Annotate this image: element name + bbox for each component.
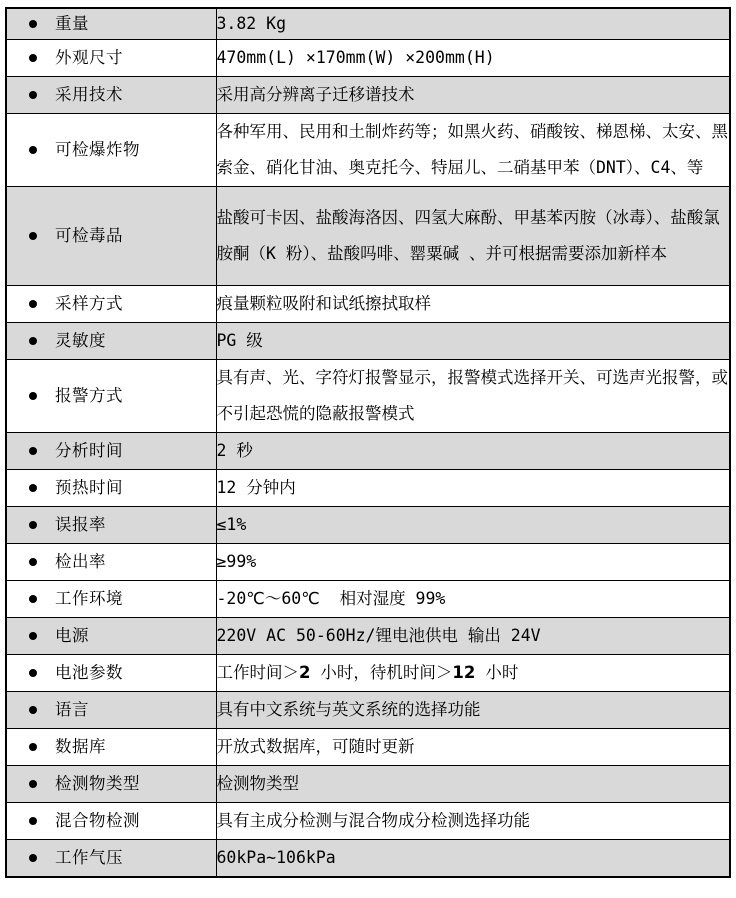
bullet-icon [29, 232, 37, 240]
table-row [6, 655, 730, 692]
bullet-icon [29, 392, 37, 400]
bullet-icon [29, 558, 37, 566]
bullet-icon [29, 595, 37, 603]
value-cell: -20℃～60℃ 相对湿度 99% [216, 581, 730, 618]
table-row [6, 470, 730, 507]
value-cell: 盐酸可卡因、盐酸海洛因、四氢大麻酚、甲基苯丙胺（冰毒）、盐酸氯胺酮（K 粉）、盐酸吗啡、罂粟碱 、并可根据需要添加新样本 [216, 187, 730, 286]
parameter-label: 检测物类型 [55, 774, 140, 793]
value-cell: 60kPa~106kPa [216, 840, 730, 878]
parameter-label: 数据库 [55, 737, 106, 756]
parameter-cell [6, 77, 216, 114]
value-cell: 开放式数据库，可随时更新 [216, 729, 730, 766]
table-row [6, 766, 730, 803]
bullet-icon [29, 632, 37, 640]
parameter-cell [6, 286, 216, 323]
parameter-label: 采用技术 [55, 85, 123, 104]
table-row [6, 433, 730, 470]
bullet-icon [29, 817, 37, 825]
value-cell: 各种军用、民用和土制炸药等；如黑火药、硝酸铵、梯恩梯、太安、黑索金、硝化甘油、奥克托今、特屈儿、二硝基甲苯（DNT）、C4、等 [216, 114, 730, 187]
value-cell: 痕量颗粒吸附和试纸擦拭取样 [216, 286, 730, 323]
value-cell: 检测物类型 [216, 766, 730, 803]
bullet-icon [29, 484, 37, 492]
table-row [6, 618, 730, 655]
parameter-label: 灵敏度 [55, 331, 106, 350]
parameter-cell [6, 766, 216, 803]
parameter-cell [6, 470, 216, 507]
bullet-icon [29, 854, 37, 862]
parameter-cell [6, 729, 216, 766]
table-row [6, 507, 730, 544]
table-row [6, 8, 730, 40]
parameter-label: 混合物检测 [55, 811, 140, 830]
parameter-cell [6, 803, 216, 840]
parameter-label: 采样方式 [55, 294, 123, 313]
table-row [6, 114, 730, 187]
parameter-label: 工作环境 [55, 589, 123, 608]
value-cell: ≥99% [216, 544, 730, 581]
bullet-icon [29, 91, 37, 99]
parameter-label: 分析时间 [55, 441, 123, 460]
table-row [6, 360, 730, 433]
value-cell: 工作时间＞2 小时，待机时间＞12 小时 [216, 655, 730, 692]
table-row [6, 692, 730, 729]
value-cell: 具有声、光、字符灯报警显示，报警模式选择开关、可选声光报警，或不引起恐慌的隐蔽报警模式 [216, 360, 730, 433]
value-cell: ≤1% [216, 507, 730, 544]
table-row [6, 729, 730, 766]
parameter-cell [6, 360, 216, 433]
parameter-label: 电源 [55, 626, 89, 645]
parameter-cell [6, 187, 216, 286]
parameter-cell [6, 114, 216, 187]
value-cell: 采用高分辨离子迁移谱技术 [216, 77, 730, 114]
table-row [6, 544, 730, 581]
bullet-icon [29, 706, 37, 714]
table-row [6, 803, 730, 840]
parameter-cell [6, 840, 216, 878]
table-row [6, 40, 730, 77]
parameter-cell [6, 655, 216, 692]
bullet-icon [29, 337, 37, 345]
table-row [6, 840, 730, 878]
parameter-cell [6, 581, 216, 618]
table-row [6, 77, 730, 114]
bullet-icon [29, 743, 37, 751]
parameter-label: 报警方式 [55, 386, 123, 405]
bullet-icon [29, 447, 37, 455]
spec-table [5, 7, 731, 878]
parameter-label: 工作气压 [55, 848, 123, 867]
parameter-cell [6, 40, 216, 77]
spec-table-body [6, 8, 730, 877]
parameter-label: 外观尺寸 [55, 48, 123, 67]
bullet-icon [29, 54, 37, 62]
value-cell: 具有主成分检测与混合物成分检测选择功能 [216, 803, 730, 840]
bullet-icon [29, 669, 37, 677]
table-row [6, 187, 730, 286]
value-cell: PG 级 [216, 323, 730, 360]
parameter-cell [6, 618, 216, 655]
parameter-cell [6, 8, 216, 40]
parameter-label: 可检爆炸物 [55, 140, 140, 159]
parameter-cell [6, 544, 216, 581]
parameter-label: 重量 [55, 14, 89, 33]
table-row [6, 323, 730, 360]
value-cell: 12 分钟内 [216, 470, 730, 507]
parameter-label: 预热时间 [55, 478, 123, 497]
parameter-label: 误报率 [55, 515, 106, 534]
parameter-label: 电池参数 [55, 663, 123, 682]
parameter-label: 语言 [55, 700, 89, 719]
table-row [6, 581, 730, 618]
bullet-icon [29, 20, 37, 28]
bullet-icon [29, 300, 37, 308]
bullet-icon [29, 146, 37, 154]
bullet-icon [29, 521, 37, 529]
value-cell: 2 秒 [216, 433, 730, 470]
parameter-cell [6, 692, 216, 729]
value-cell: 470mm(L) ×170mm(W) ×200mm(H) [216, 40, 730, 77]
parameter-cell [6, 507, 216, 544]
parameter-cell [6, 323, 216, 360]
value-cell: 3.82 Kg [216, 8, 730, 40]
value-cell: 220V AC 50-60Hz/锂电池供电 输出 24V [216, 618, 730, 655]
value-cell: 具有中文系统与英文系统的选择功能 [216, 692, 730, 729]
table-row [6, 286, 730, 323]
parameter-label: 检出率 [55, 552, 106, 571]
parameter-cell [6, 433, 216, 470]
bullet-icon [29, 780, 37, 788]
parameter-label: 可检毒品 [55, 226, 123, 245]
